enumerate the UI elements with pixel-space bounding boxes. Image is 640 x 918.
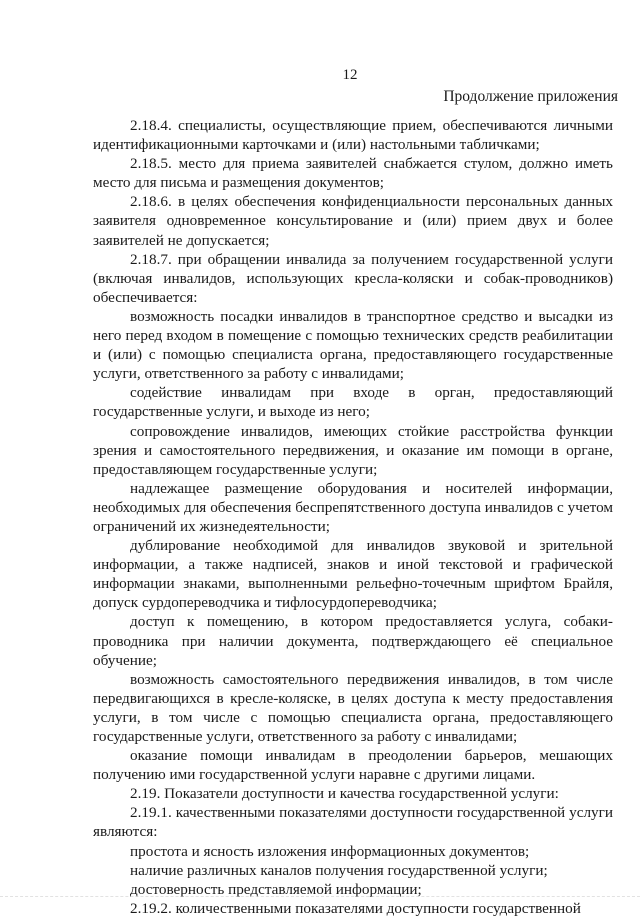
- scan-edge-marks: [0, 896, 640, 905]
- list-item-vehicle-boarding: возможность посадки инвалидов в транспортное средство и высадки из него перед входом в помещение с помощью технических средств реабилитации и (или) с помощью специалиста органа, предоставляющего государственные услуги, ответственного за работу с инвалидами;: [93, 307, 613, 383]
- list-item-independent-movement: возможность самостоятельного передвижения инвалидов, в том числе передвигающихся в кресле-коляске, в целях доступа к месту предоставления услуги, в том числе с помощью специалиста органа, предоставляющего государственные услуги, ответственного за работу с инвалидами;: [93, 670, 613, 745]
- list-item-equipment-placement: надлежащее размещение оборудования и носителей информации, необходимых для обеспечения беспрепятственного доступа инвалидов с учетом ограничений их жизнедеятельности;: [93, 479, 613, 535]
- paragraph-2-18-6: 2.18.6. в целях обеспечения конфиденциальности персональных данных заявителя одновременное консультирование и (или) прием двух и более заявителей не допускается;: [93, 193, 613, 249]
- list-item-channels: наличие различных каналов получения государственной услуги;: [130, 861, 548, 879]
- list-item-reliability: достоверность представляемой информации;: [130, 880, 422, 898]
- list-item-escort: сопровождение инвалидов, имеющих стойкие расстройства функции зрения и самостоятельного передвижения, и оказание им помощи в органе, предоставляющем государственные услуги;: [93, 422, 613, 478]
- paragraph-2-19: 2.19. Показатели доступности и качества государственной услуги:: [130, 785, 559, 803]
- paragraph-2-18-7: 2.18.7. при обращении инвалида за получением государственной услуги (включая инвалидов, использующих кресла-коляски и собак-проводников) обеспечивается:: [93, 250, 613, 306]
- document-body: [93, 116, 613, 918]
- list-item-information-duplication: дублирование необходимой для инвалидов звуковой и зрительной информации, а также надписей, знаков и иной текстовой и графической информации знаками, выполненными рельефно-точечным шрифтом Брайля, допуск сурдопереводчика и тифлосурдопереводчика;: [93, 537, 613, 612]
- list-item-guide-dog-access: доступ к помещению, в котором предоставляется услуга, собаки-проводника при наличии документа, подтверждающего её специальное обучение;: [93, 613, 613, 669]
- paragraph-2-18-4: 2.18.4. специалисты, осуществляющие прием, обеспечиваются личными идентификационными карточками и (или) настольными табличками;: [93, 117, 613, 154]
- page-number: 12: [342, 67, 358, 83]
- paragraph-2-19-2: 2.19.2. количественными показателями доступности государственной: [130, 899, 581, 917]
- list-item-entry-assistance: содействие инвалидам при входе в орган, предоставляющий государственные услуги, и выходе из него;: [93, 384, 613, 421]
- paragraph-2-18-5: 2.18.5. место для приема заявителей снабжается стулом, должно иметь место для письма и размещения документов;: [93, 155, 613, 192]
- list-item-clarity: простота и ясность изложения информационных документов;: [130, 842, 530, 860]
- list-item-barrier-help: оказание помощи инвалидам в преодолении барьеров, мешающих получению ими государственной услуги наравне с другими лицами.: [93, 747, 613, 784]
- paragraph-2-19-1: 2.19.1. качественными показателями доступности государственной услуги являются:: [93, 804, 613, 841]
- continuation-heading: Продолжение приложения: [443, 88, 618, 105]
